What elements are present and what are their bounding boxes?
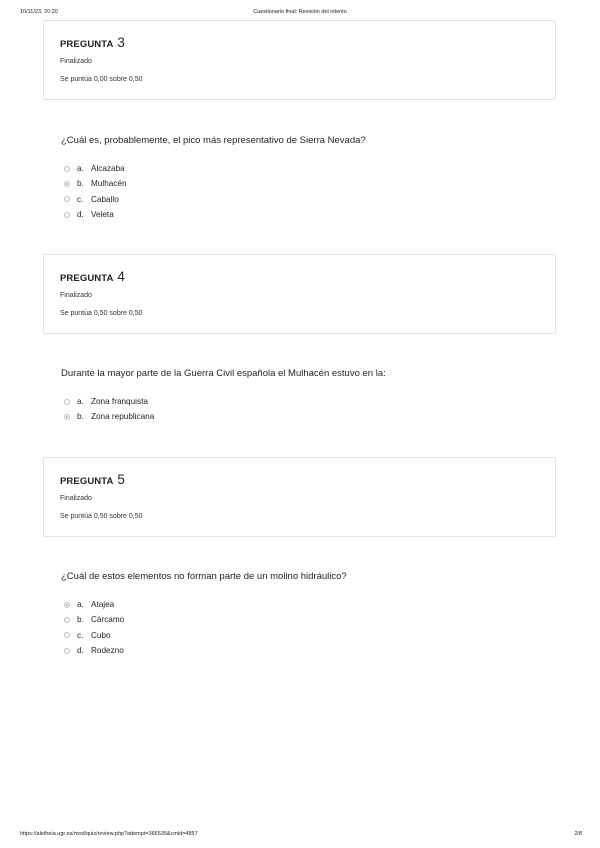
answer-letter: b. xyxy=(77,412,84,422)
answer-letter: d. xyxy=(77,210,84,220)
question-number: 5 xyxy=(117,472,125,487)
radio-button-selected[interactable] xyxy=(64,414,70,420)
radio-button[interactable] xyxy=(64,617,70,623)
answer-list-3 xyxy=(64,161,127,222)
question-state: Finalizado xyxy=(60,292,92,299)
answer-option[interactable] xyxy=(64,176,127,191)
answer-letter: b. xyxy=(77,615,84,625)
question-text-4: Durante la mayor parte de la Guerra Civil española el Mulhacén estuvo en la: xyxy=(61,368,386,379)
question-heading xyxy=(60,35,125,50)
answer-text: Zona republicana xyxy=(91,412,155,422)
question-text-3: ¿Cuál es, probablemente, el pico más representativo de Sierra Nevada? xyxy=(61,135,366,146)
answer-letter: c. xyxy=(77,630,84,640)
radio-button[interactable] xyxy=(64,399,70,405)
answer-letter: c. xyxy=(77,194,84,204)
answer-letter: d. xyxy=(77,646,84,656)
question-info-4 xyxy=(43,254,556,334)
answer-option[interactable] xyxy=(64,161,127,176)
answer-letter: b. xyxy=(77,179,84,189)
question-heading xyxy=(60,472,125,487)
answer-option[interactable] xyxy=(64,597,124,612)
radio-button[interactable] xyxy=(64,632,70,638)
answer-option[interactable] xyxy=(64,409,154,424)
question-label: PREGUNTA xyxy=(60,476,114,487)
answer-list-5 xyxy=(64,597,124,658)
radio-button[interactable] xyxy=(64,166,70,172)
answer-list-4 xyxy=(64,394,154,425)
answer-text: Mulhacén xyxy=(91,179,127,189)
question-grade: Se puntúa 0,00 sobre 0,50 xyxy=(60,76,143,83)
answer-letter: a. xyxy=(77,397,84,407)
answer-text: Alcazaba xyxy=(91,164,125,174)
answer-option[interactable] xyxy=(64,192,127,207)
question-info-5 xyxy=(43,457,556,537)
print-header-date: 10/11/23, 20:20 xyxy=(20,9,58,15)
radio-button-selected[interactable] xyxy=(64,181,70,187)
answer-text: Veleta xyxy=(91,210,114,220)
radio-button[interactable] xyxy=(64,196,70,202)
print-footer-url: https://aletheia.ugr.es/mod/quiz/review.php?attempt=366535&cmid=4857 xyxy=(20,831,198,837)
answer-option[interactable] xyxy=(64,207,127,222)
question-number: 4 xyxy=(117,269,125,284)
print-footer-page-number: 2/8 xyxy=(574,831,582,837)
question-info-3 xyxy=(43,20,556,100)
answer-option[interactable] xyxy=(64,643,124,658)
answer-text: Rodezno xyxy=(91,646,124,656)
print-header-title: Cuestionario final: Revisión del intento xyxy=(253,9,347,15)
answer-option[interactable] xyxy=(64,612,124,627)
answer-text: Cubo xyxy=(91,630,111,640)
question-grade: Se puntúa 0,50 sobre 0,50 xyxy=(60,310,143,317)
radio-button-selected[interactable] xyxy=(64,602,70,608)
answer-text: Caballo xyxy=(91,194,119,204)
question-state: Finalizado xyxy=(60,58,92,65)
question-grade: Se puntúa 0,50 sobre 0,50 xyxy=(60,513,143,520)
answer-text: Cárcamo xyxy=(91,615,125,625)
answer-letter: a. xyxy=(77,600,84,610)
question-text-5: ¿Cuál de estos elementos no forman parte de un molino hidráulico? xyxy=(61,571,347,582)
question-label: PREGUNTA xyxy=(60,273,114,284)
question-heading xyxy=(60,269,125,284)
answer-option[interactable] xyxy=(64,394,154,409)
answer-letter: a. xyxy=(77,164,84,174)
answer-option[interactable] xyxy=(64,628,124,643)
answer-text: Zona franquista xyxy=(91,397,148,407)
radio-button[interactable] xyxy=(64,212,70,218)
answer-text: Atajea xyxy=(91,600,115,610)
radio-button[interactable] xyxy=(64,648,70,654)
question-number: 3 xyxy=(117,35,125,50)
question-label: PREGUNTA xyxy=(60,39,114,50)
question-state: Finalizado xyxy=(60,495,92,502)
